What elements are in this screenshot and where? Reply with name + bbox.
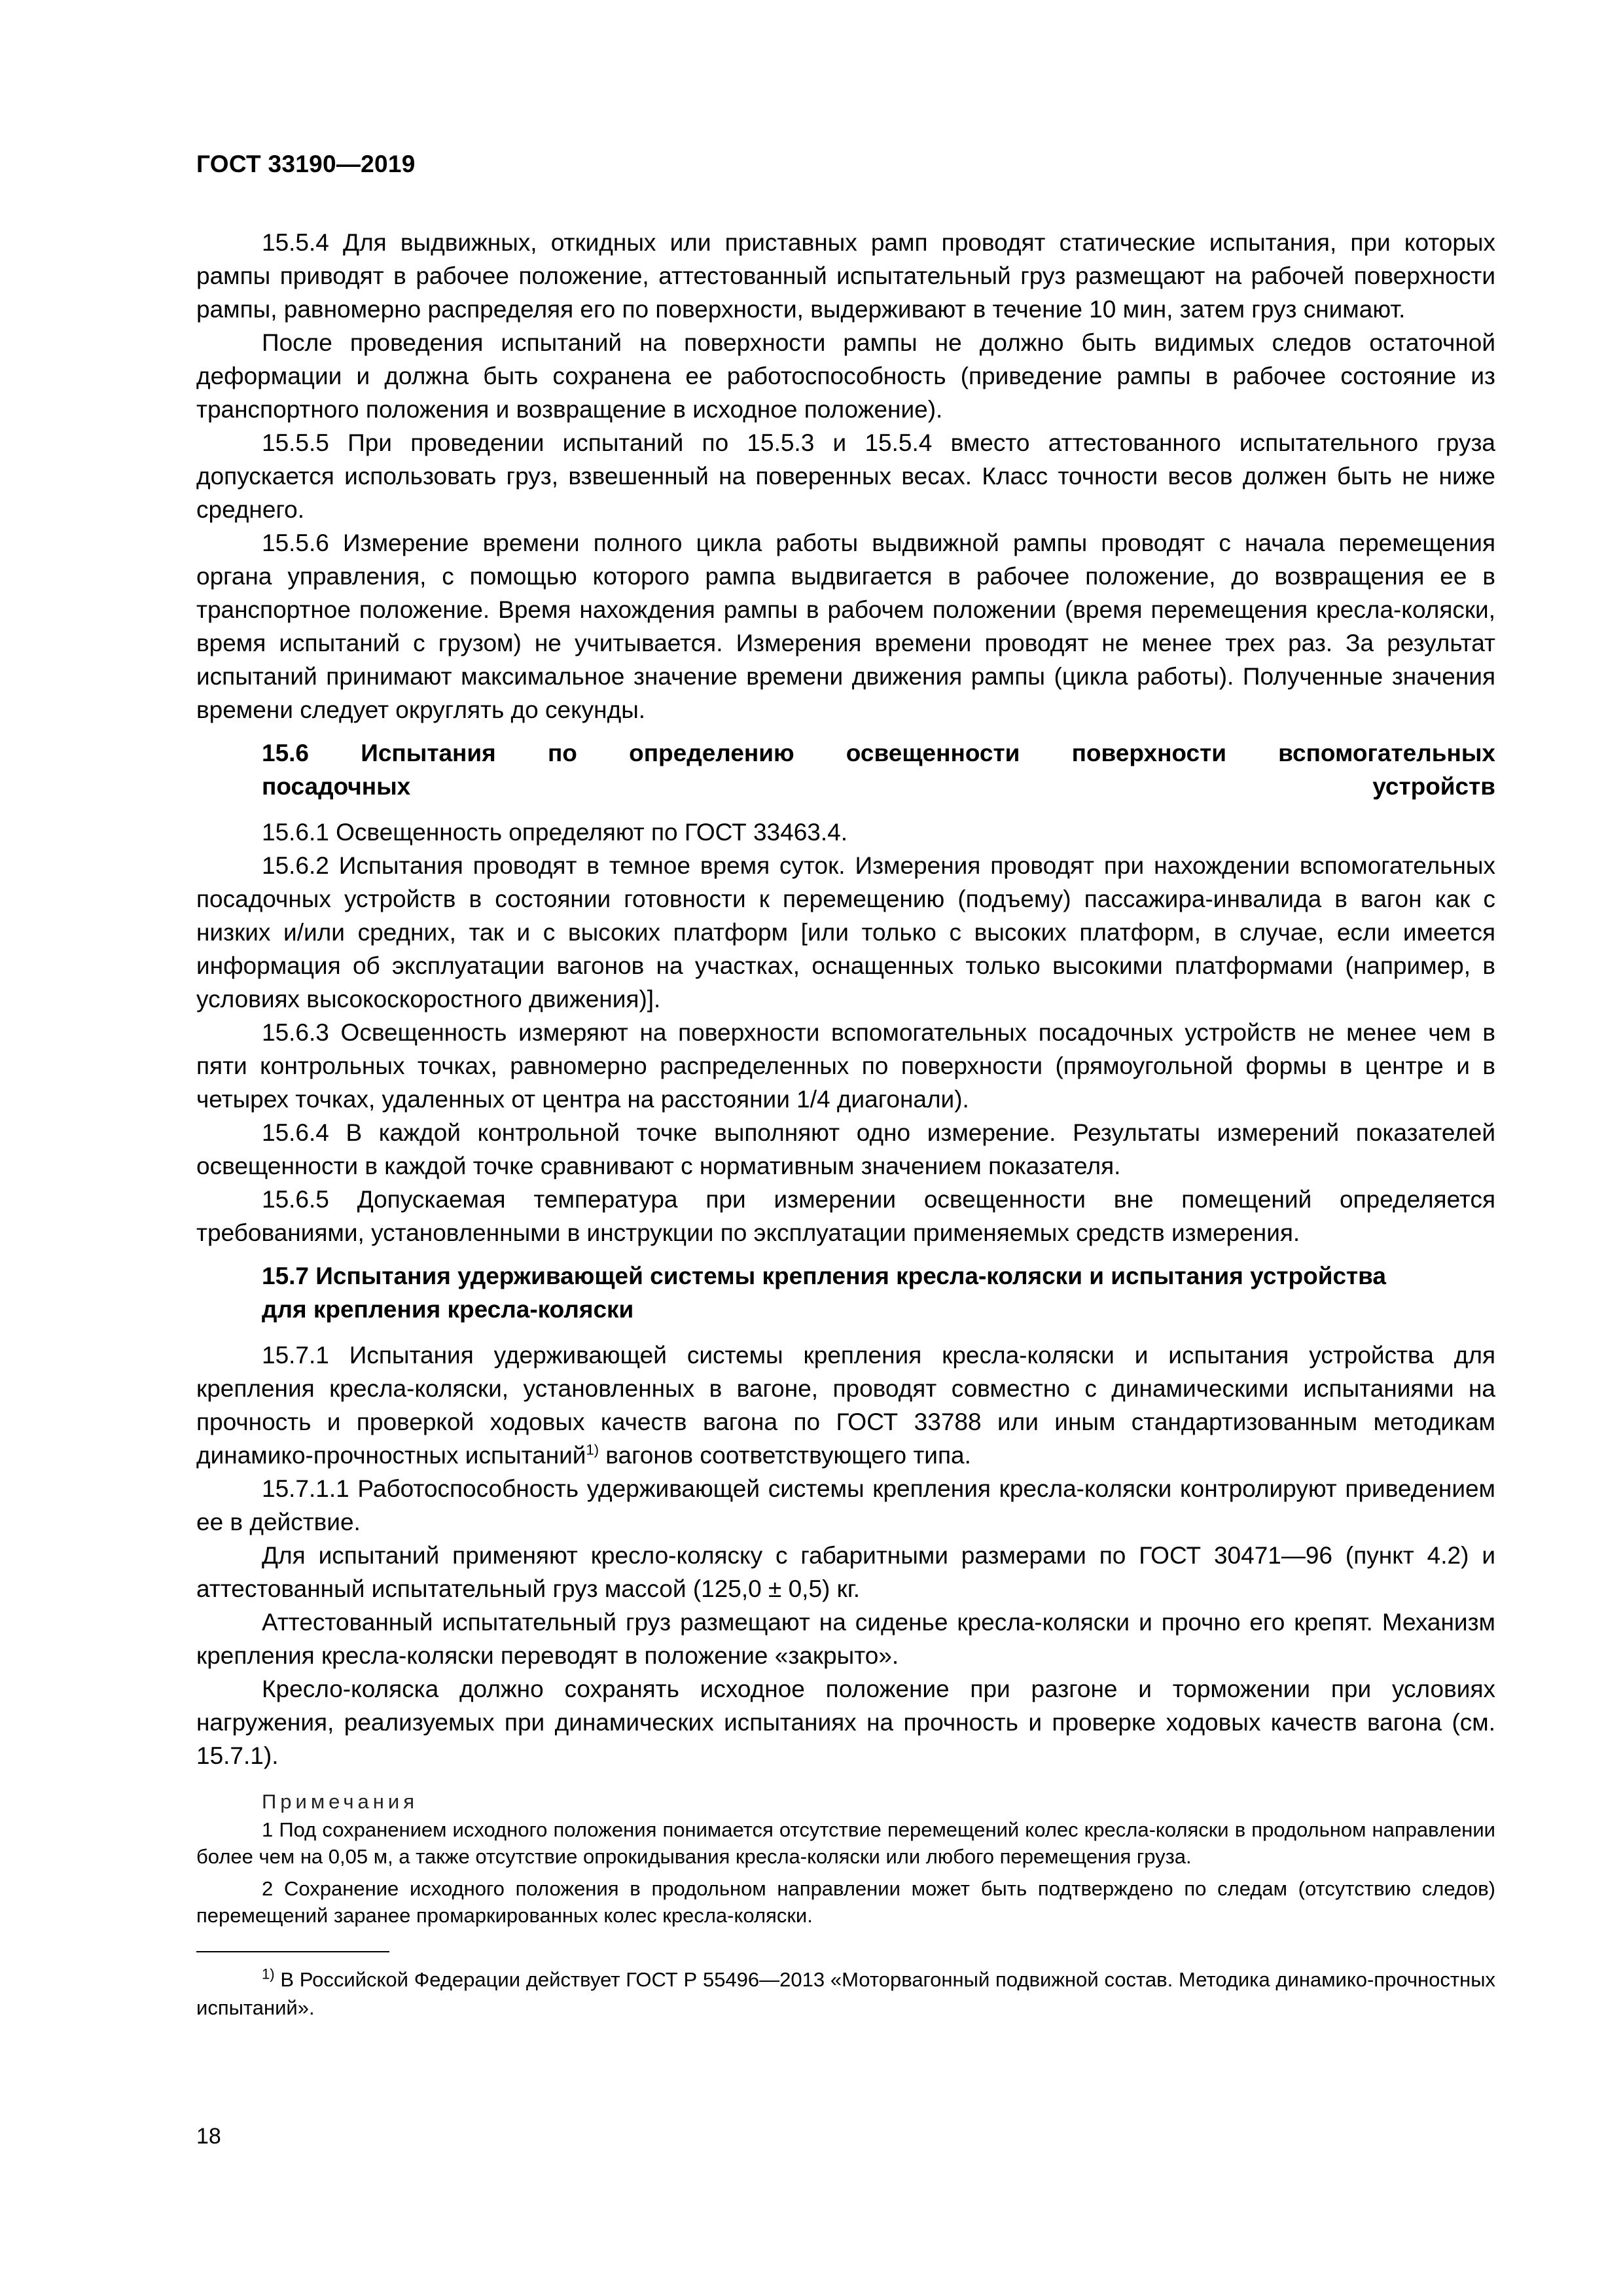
paragraph-15-6-4: 15.6.4 В каждой контрольной точке выполняют одно измерение. Результаты измерений показателей освещенности в каждой точке сравнивают с нормативным значением показателя. xyxy=(196,1119,1495,1179)
footnote-marker: 1) xyxy=(262,1965,275,1982)
note-2: 2 Сохранение исходного положения в продольном направлении может быть подтверждено по следам (отсутствию следов) перемещений заранее промаркированных колес кресла-коляски. xyxy=(196,1877,1495,1927)
note-1: 1 Под сохранением исходного положения понимается отсутствие перемещений колес кресла-коляски в продольном направлении более чем на 0,05 м, а также отсутствие опрокидывания кресла-коляски или любого перемещения груза. xyxy=(196,1818,1495,1868)
paragraph-15-7-1-1: 15.7.1.1 Работоспособность удерживающей системы крепления кресла-коляски контролируют приведением ее в действие. xyxy=(196,1475,1495,1535)
page-number: 18 xyxy=(196,2124,221,2149)
notes-title: Примечания xyxy=(262,1790,418,1813)
paragraph-15-5-5: 15.5.5 При проведении испытаний по 15.5.3 и 15.5.4 вместо аттестованного испытательного груза допускается использовать груз, взвешенный на поверенных весах. Класс точности весов должен быть не ниже среднего. xyxy=(196,429,1495,523)
footnote xyxy=(196,1965,1495,2022)
paragraph-15-7-1-text: 15.7.1 Испытания удерживающей системы крепления кресла-коляски и испытания устройства для крепления кресла-коляски, установленных в вагоне, проводят совместно с динамическими испытаниями на прочность и проверкой ходовых качеств вагона по ГОСТ 33788 или иным стандартизованным методикам динамико-прочностных испытаний xyxy=(196,1342,1495,1469)
footnote-divider xyxy=(196,1951,389,1952)
section-heading-15-7-line1: 15.7 Испытания удерживающей системы крепления кресла-коляски и испытания устройства xyxy=(262,1263,1387,1289)
section-heading-15-6-line2: посадочных устройств xyxy=(262,773,1495,800)
section-heading-15-7-line2: для крепления кресла-коляски xyxy=(262,1296,634,1323)
footnote-reference[interactable]: 1) xyxy=(586,1441,599,1458)
footnote-text: В Российской Федерации действует ГОСТ Р 55496—2013 «Моторвагонный подвижной состав. Методика динамико-прочностных испытаний». xyxy=(196,1968,1495,2019)
paragraph-15-5-4: 15.5.4 Для выдвижных, откидных или приставных рамп проводят статические испытания, при которых рампы приводят в рабочее положение, аттестованный испытательный груз размещают на рабочей поверхности рампы, равномерно распределяя его по поверхности, выдерживают в течение 10 мин, затем груз снимают. xyxy=(196,229,1495,323)
paragraph-load-placement: Аттестованный испытательный груз размещают на сиденье кресла-коляски и прочно его крепят. Механизм крепления кресла-коляски переводят в положение «закрыто». xyxy=(196,1609,1495,1669)
paragraph-15-6-1: 15.6.1 Освещенность определяют по ГОСТ 33463.4. xyxy=(262,819,848,846)
document-body xyxy=(196,226,1495,2022)
section-heading-15-7 xyxy=(196,1259,1495,1326)
paragraph-15-6-3: 15.6.3 Освещенность измеряют на поверхности вспомогательных посадочных устройств не менее чем в пяти контрольных точках, равномерно распределенных по поверхности (прямоугольной формы в центре и в четырех точках, удаленных от центра на расстоянии 1/4 диагонали). xyxy=(196,1019,1495,1113)
paragraph-15-7-1 xyxy=(196,1338,1495,1472)
paragraph-wheelchair-position: Кресло-коляска должно сохранять исходное положение при разгоне и торможении при условиях нагружения, реализуемых при динамических испытаниях на прочность и проверке ходовых качеств вагона (см. 15.7.1). xyxy=(196,1676,1495,1769)
section-heading-15-6-line1: 15.6 Испытания по определению освещенности поверхности вспомогательных xyxy=(262,740,1495,766)
paragraph-test-wheelchair: Для испытаний применяют кресло-коляску с габаритными размерами по ГОСТ 30471—96 (пункт 4.2) и аттестованный испытательный груз массой (125,0 ± 0,5) кг. xyxy=(196,1542,1495,1602)
notes-block xyxy=(196,1788,1495,1929)
paragraph-15-6-5: 15.6.5 Допускаемая температура при измерении освещенности вне помещений определяется требованиями, установленными в инструкции по эксплуатации применяемых средств измерения. xyxy=(196,1186,1495,1246)
paragraph-15-5-6: 15.5.6 Измерение времени полного цикла работы выдвижной рампы проводят с начала перемещения органа управления, с помощью которого рампа выдвигается в рабочее положение, до возвращения ее в транспортное положение. Время нахождения рампы в рабочем положении (время перемещения кресла-коляски, время испытаний с грузом) не учитывается. Измерения времени проводят не менее трех раз. За результат испытаний принимают максимальное значение времени движения рампы (цикла работы). Полученные значения времени следует округлять до секунды. xyxy=(196,529,1495,723)
paragraph-15-6-2: 15.6.2 Испытания проводят в темное время суток. Измерения проводят при нахождении вспомогательных посадочных устройств в состоянии готовности к перемещению (подъему) пассажира-инвалида в вагон как с низких и/или средних, так и с высоких платформ [или только с высоких платформ, в случае, если имеется информация об эксплуатации вагонов на участках, оснащенных только высокими платформами (например, в условиях высокоскоростного движения)]. xyxy=(196,852,1495,1013)
paragraph-after-test-ramp: После проведения испытаний на поверхности рампы не должно быть видимых следов остаточной деформации и должна быть сохранена ее работоспособность (приведение рампы в рабочее состояние из транспортного положения и возвращение в исходное положение). xyxy=(196,329,1495,423)
paragraph-15-7-1-tail: вагонов соответствующего типа. xyxy=(599,1442,971,1469)
document-code-header: ГОСТ 33190—2019 xyxy=(196,151,416,177)
section-heading-15-6 xyxy=(196,736,1495,803)
